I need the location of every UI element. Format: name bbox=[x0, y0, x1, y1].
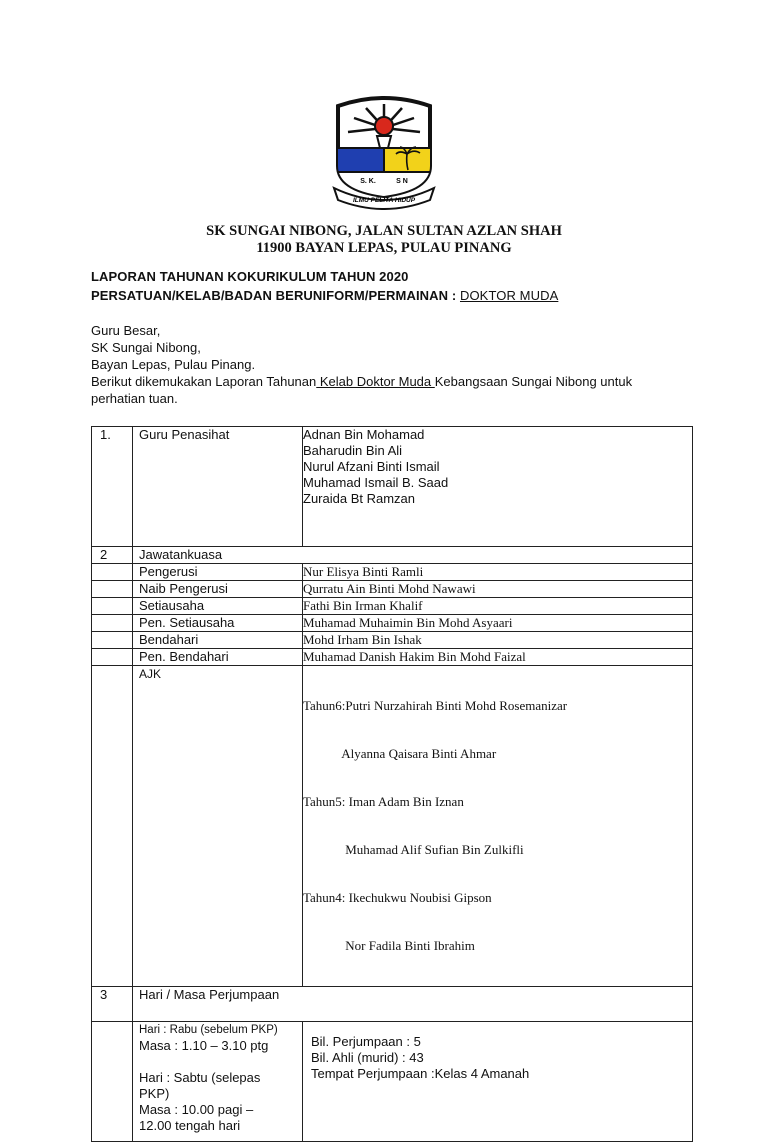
school-address-line2: 11900 BAYAN LEPAS, PULAU PINANG bbox=[256, 240, 512, 256]
ajk-line: Nor Fadila Binti Ibrahim bbox=[303, 938, 475, 953]
letter-body-line1 bbox=[91, 373, 632, 390]
meeting-stat: Tempat Perjumpaan :Kelas 4 Amanah bbox=[311, 1066, 530, 1081]
table-row bbox=[92, 632, 693, 649]
role-label: Pen. Setiausaha bbox=[133, 615, 303, 632]
club-name: DOKTOR MUDA bbox=[459, 288, 559, 303]
row2-label: Jawatankuasa bbox=[133, 547, 693, 564]
advisor-name: Nurul Afzani Binti Ismail bbox=[303, 459, 440, 474]
ajk-line: Tahun6:Putri Nurzahirah Binti Mohd Rosemanizar bbox=[303, 698, 568, 713]
school-crest-logo bbox=[330, 92, 438, 210]
row1-number: 1. bbox=[92, 427, 133, 547]
letter-addressee-2: SK Sungai Nibong, bbox=[91, 340, 201, 355]
role-holder: Mohd Irham Bin Ishak bbox=[303, 632, 693, 649]
ajk-line: Tahun5: Iman Adam Bin Iznan bbox=[303, 794, 464, 809]
role-holder: Fathi Bin Irman Khalif bbox=[303, 598, 693, 615]
letter-body-b: Kebangsaan Sungai Nibong untuk bbox=[434, 374, 633, 389]
role-label: Naib Pengerusi bbox=[133, 581, 303, 598]
table-row bbox=[92, 427, 693, 547]
meeting-stat: Bil. Ahli (murid) : 43 bbox=[311, 1050, 424, 1065]
crest-initials-right: S N bbox=[396, 178, 408, 185]
role-label: Pen. Bendahari bbox=[133, 649, 303, 666]
report-title: LAPORAN TAHUNAN KOKURIKULUM TAHUN 2020 bbox=[91, 269, 409, 284]
advisor-name: Zuraida Bt Ramzan bbox=[303, 491, 415, 506]
meeting-stats bbox=[303, 1022, 693, 1142]
meeting-stat: Bil. Perjumpaan : 5 bbox=[311, 1034, 421, 1049]
meeting-spacer bbox=[139, 1054, 296, 1070]
role-holder: Muhamad Muhaimin Bin Mohd Asyaari bbox=[303, 615, 693, 632]
empty-cell bbox=[92, 598, 133, 615]
role-label: Pengerusi bbox=[133, 564, 303, 581]
role-holder: Qurratu Ain Binti Mohd Nawawi bbox=[303, 581, 693, 598]
table-row bbox=[92, 547, 693, 564]
crest-motto: ILMU PELITA HIDUP bbox=[352, 197, 416, 204]
ajk-members bbox=[303, 666, 693, 987]
meeting-line: Masa : 10.00 pagi – bbox=[139, 1102, 254, 1117]
meeting-schedule bbox=[133, 1022, 303, 1142]
crest-initials-left: S. K. bbox=[360, 178, 376, 185]
advisor-name: Adnan Bin Mohamad bbox=[303, 427, 425, 442]
empty-cell bbox=[92, 581, 133, 598]
club-heading-prefix: PERSATUAN/KELAB/BADAN BERUNIFORM/PERMAINAN : bbox=[91, 288, 460, 303]
ajk-line: Tahun4: Ikechukwu Noubisi Gipson bbox=[303, 890, 492, 905]
empty-cell bbox=[92, 632, 133, 649]
club-heading bbox=[91, 288, 558, 303]
letter-body-club: Kelab Doktor Muda bbox=[316, 374, 435, 389]
ajk-line: Alyanna Qaisara Binti Ahmar bbox=[303, 746, 497, 761]
table-row bbox=[92, 666, 693, 987]
ajk-line: Muhamad Alif Sufian Bin Zulkifli bbox=[303, 842, 524, 857]
row2-number: 2 bbox=[92, 547, 133, 564]
advisor-name: Baharudin Bin Ali bbox=[303, 443, 403, 458]
empty-cell bbox=[92, 1022, 133, 1142]
advisor-name: Muhamad Ismail B. Saad bbox=[303, 475, 449, 490]
table-row bbox=[92, 564, 693, 581]
table-row bbox=[92, 581, 693, 598]
empty-cell bbox=[92, 615, 133, 632]
school-name-line1: SK SUNGAI NIBONG, JALAN SULTAN AZLAN SHAH bbox=[206, 223, 562, 239]
table-row bbox=[92, 1022, 693, 1142]
ajk-label: AJK bbox=[133, 666, 303, 987]
row3-number: 3 bbox=[92, 987, 133, 1022]
letter-body-line2: perhatian tuan. bbox=[91, 391, 178, 406]
table-row bbox=[92, 598, 693, 615]
role-holder: Muhamad Danish Hakim Bin Mohd Faizal bbox=[303, 649, 693, 666]
meeting-line: Hari : Sabtu (selepas bbox=[139, 1070, 261, 1085]
letter-addressee-1: Guru Besar, bbox=[91, 323, 161, 338]
row3-label: Hari / Masa Perjumpaan bbox=[133, 987, 693, 1022]
letter-addressee-3: Bayan Lepas, Pulau Pinang. bbox=[91, 357, 256, 372]
advisor-names bbox=[303, 427, 693, 547]
row1-label: Guru Penasihat bbox=[133, 427, 303, 547]
role-holder: Nur Elisya Binti Ramli bbox=[303, 564, 693, 581]
empty-cell bbox=[92, 564, 133, 581]
meeting-line: Masa : 1.10 – 3.10 ptg bbox=[139, 1038, 269, 1053]
meeting-line: PKP) bbox=[139, 1086, 170, 1101]
role-label: Setiausaha bbox=[133, 598, 303, 615]
table-row bbox=[92, 615, 693, 632]
empty-cell bbox=[92, 666, 133, 987]
empty-cell bbox=[92, 649, 133, 666]
letter-body-a: Berikut dikemukakan Laporan Tahunan bbox=[91, 374, 317, 389]
table-row bbox=[92, 987, 693, 1022]
letter-block bbox=[91, 322, 632, 407]
report-table bbox=[91, 426, 693, 1142]
meeting-line: 12.00 tengah hari bbox=[139, 1118, 241, 1133]
meeting-line: Hari : Rabu (sebelum PKP) bbox=[139, 1024, 278, 1036]
table-row bbox=[92, 649, 693, 666]
role-label: Bendahari bbox=[133, 632, 303, 649]
